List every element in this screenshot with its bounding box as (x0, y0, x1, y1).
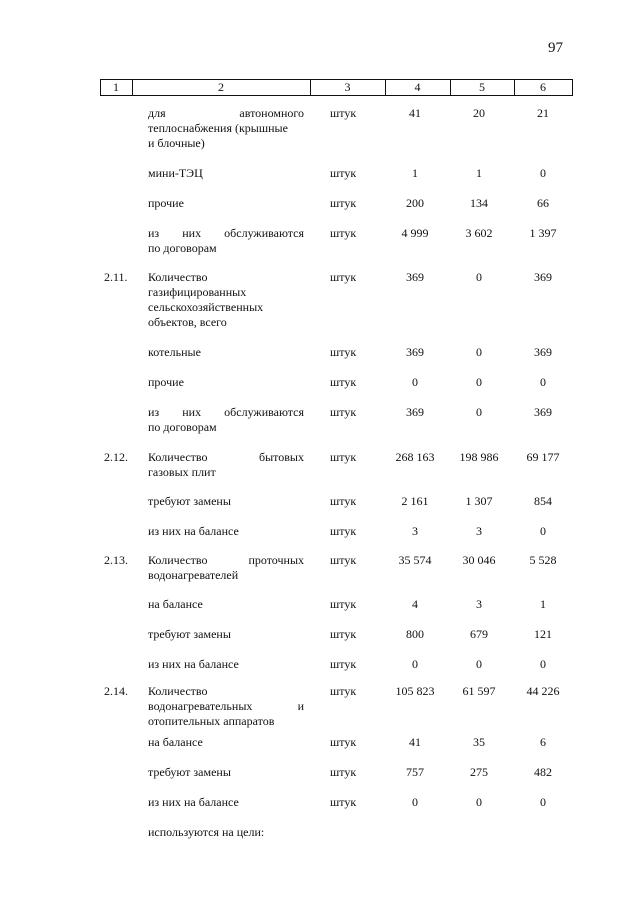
header-col-2: 2 (218, 80, 224, 94)
row-value-col5: 0 (476, 375, 482, 389)
row-number: 2.13. (104, 553, 128, 567)
row-unit: штук (330, 795, 357, 809)
row-label-line: требуют замены (148, 494, 231, 508)
row-value-col6: 69 177 (526, 450, 560, 464)
row-label-line: и блочные) (148, 136, 205, 150)
row-value-col4: 105 823 (395, 684, 435, 698)
header-divider (385, 79, 386, 96)
row-value-col4: 268 163 (395, 450, 435, 464)
row-label-line: мини-ТЭЦ (148, 166, 203, 180)
row-value-col5: 0 (476, 405, 482, 419)
row-value-col6: 369 (534, 270, 552, 284)
row-label (148, 375, 304, 390)
row-value-col5: 0 (476, 345, 482, 359)
header-col-1: 1 (113, 80, 119, 94)
header-divider (100, 79, 101, 96)
row-unit: штук (330, 494, 357, 508)
row-label-line: по договорам (148, 241, 217, 255)
row-label-line: Количество (148, 684, 208, 698)
row-value-col6: 854 (534, 494, 552, 508)
row-label (148, 106, 304, 151)
row-value-col5: 1 (476, 166, 482, 180)
row-unit: штук (330, 166, 357, 180)
row-unit: штук (330, 196, 357, 210)
row-label (148, 270, 304, 330)
row-unit: штук (330, 450, 357, 464)
header-divider (450, 79, 451, 96)
row-value-col4: 0 (412, 795, 418, 809)
row-value-col4: 1 (412, 166, 418, 180)
row-value-col6: 0 (540, 795, 546, 809)
row-unit: штук (330, 405, 357, 419)
header-col-4: 4 (414, 80, 421, 94)
row-label (148, 405, 304, 435)
row-value-col4: 0 (412, 657, 418, 671)
row-label-line: на балансе (148, 597, 203, 611)
row-unit: штук (330, 375, 357, 389)
row-value-col5: 1 307 (465, 494, 493, 508)
row-label-line: требуют замены (148, 627, 231, 641)
row-value-col5: 134 (470, 196, 488, 210)
row-value-col4: 369 (406, 270, 424, 284)
row-label-line: по договорам (148, 420, 217, 434)
row-label-line: из них на балансе (148, 657, 239, 671)
row-label (148, 226, 304, 256)
row-value-col5: 0 (476, 795, 482, 809)
row-label-line: на балансе (148, 735, 203, 749)
row-unit: штук (330, 524, 357, 538)
row-value-col5: 275 (470, 765, 488, 779)
row-value-col4: 369 (406, 345, 424, 359)
row-label (148, 450, 304, 480)
row-label-line: Количество (148, 270, 208, 284)
row-value-col4: 200 (406, 196, 424, 210)
row-value-col6: 121 (534, 627, 552, 641)
row-value-col6: 1 397 (529, 226, 557, 240)
row-value-col5: 198 986 (459, 450, 499, 464)
row-value-col5: 61 597 (462, 684, 496, 698)
row-unit: штук (330, 684, 357, 698)
row-number: 2.11. (104, 270, 128, 284)
row-value-col6: 0 (540, 166, 546, 180)
row-value-col6: 66 (537, 196, 549, 210)
row-value-col4: 4 (412, 597, 418, 611)
row-label-line: котельные (148, 345, 201, 359)
row-label (148, 597, 304, 612)
row-label (148, 825, 304, 840)
row-label-line: из них на балансе (148, 524, 239, 538)
page-number: 97 (548, 40, 563, 56)
header-divider (310, 79, 311, 96)
row-label-line: из них обслуживаются (148, 226, 304, 240)
header-divider (132, 79, 133, 96)
row-label-line: газифицированных (148, 285, 247, 299)
row-unit: штук (330, 345, 357, 359)
header-col-6: 6 (540, 80, 546, 94)
row-unit: штук (330, 765, 357, 779)
row-value-col4: 41 (409, 106, 421, 120)
row-value-col6: 21 (537, 106, 549, 120)
row-unit: штук (330, 735, 357, 749)
row-label (148, 524, 304, 539)
row-label (148, 196, 304, 211)
row-value-col5: 3 (476, 597, 482, 611)
row-unit: штук (330, 553, 357, 567)
row-value-col4: 35 574 (398, 553, 432, 567)
row-label (148, 684, 304, 729)
row-label-line: из них на балансе (148, 795, 239, 809)
row-label (148, 553, 304, 583)
row-value-col5: 35 (473, 735, 485, 749)
row-label-line: водонагревательных и (148, 699, 304, 713)
row-value-col5: 3 602 (465, 226, 493, 240)
row-value-col6: 0 (540, 524, 546, 538)
row-label-line: объектов, всего (148, 315, 227, 329)
header-col-5: 5 (479, 80, 485, 94)
row-value-col6: 482 (534, 765, 552, 779)
row-label (148, 166, 304, 181)
row-value-col5: 20 (473, 106, 485, 120)
row-label (148, 765, 304, 780)
row-value-col6: 369 (534, 345, 552, 359)
row-unit: штук (330, 106, 357, 120)
row-label-line: газовых плит (148, 465, 216, 479)
row-label (148, 795, 304, 810)
row-value-col5: 679 (470, 627, 488, 641)
row-unit: штук (330, 226, 357, 240)
row-label-line: требуют замены (148, 765, 231, 779)
row-label-line: теплоснабжения (крышные (148, 121, 288, 135)
row-label-line: используются на цели: (148, 825, 265, 839)
row-label-line: водонагревателей (148, 568, 239, 582)
row-value-col4: 757 (406, 765, 424, 779)
table-header-row (100, 79, 572, 96)
row-value-col6: 369 (534, 405, 552, 419)
row-value-col4: 3 (412, 524, 418, 538)
row-value-col4: 4 999 (401, 226, 429, 240)
row-value-col5: 0 (476, 657, 482, 671)
row-label-line: Количество бытовых (148, 450, 304, 464)
header-col-3: 3 (344, 80, 351, 94)
row-label-line: прочие (148, 375, 184, 389)
row-label (148, 494, 304, 509)
row-value-col6: 0 (540, 657, 546, 671)
row-value-col6: 0 (540, 375, 546, 389)
row-label (148, 735, 304, 750)
row-label-line: прочие (148, 196, 184, 210)
row-value-col6: 5 528 (529, 553, 557, 567)
row-label-line: сельскохозяйственных (148, 300, 264, 314)
row-label (148, 345, 304, 360)
row-value-col4: 41 (409, 735, 421, 749)
row-value-col6: 1 (540, 597, 546, 611)
header-divider (572, 79, 573, 96)
row-value-col5: 30 046 (462, 553, 496, 567)
row-label (148, 627, 304, 642)
row-value-col5: 0 (476, 270, 482, 284)
row-label (148, 657, 304, 672)
header-divider (514, 79, 515, 96)
row-label-line: для автономного (148, 106, 304, 120)
row-value-col4: 0 (412, 375, 418, 389)
row-unit: штук (330, 657, 357, 671)
row-label-line: Количество проточных (148, 553, 304, 567)
row-label-line: из них обслуживаются (148, 405, 304, 419)
row-value-col4: 800 (406, 627, 424, 641)
row-label-line: отопительных аппаратов (148, 714, 275, 728)
row-unit: штук (330, 627, 357, 641)
row-value-col5: 3 (476, 524, 482, 538)
row-value-col4: 2 161 (401, 494, 429, 508)
row-number: 2.14. (104, 684, 128, 698)
row-unit: штук (330, 270, 357, 284)
row-number: 2.12. (104, 450, 128, 464)
row-value-col6: 44 226 (526, 684, 560, 698)
row-unit: штук (330, 597, 357, 611)
row-value-col4: 369 (406, 405, 424, 419)
row-value-col6: 6 (540, 735, 546, 749)
